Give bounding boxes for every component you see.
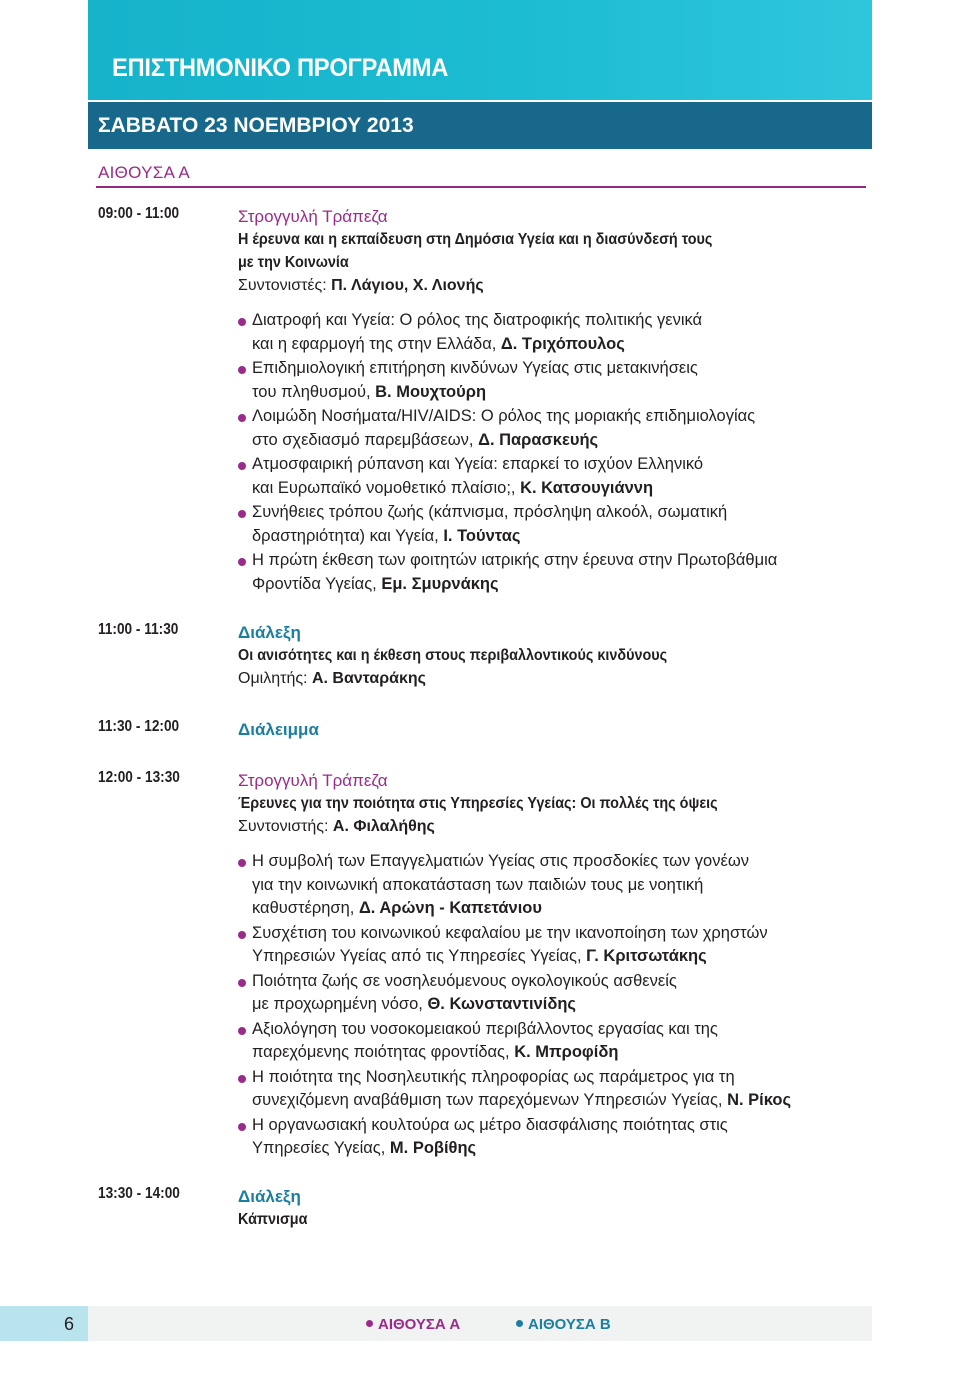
- talk-item: [238, 549, 868, 596]
- session-body: [238, 621, 868, 690]
- talk-speaker: Β. Μουχτούρη: [375, 382, 487, 401]
- talk-item: [238, 501, 868, 548]
- bullet-dot-icon: [238, 859, 246, 867]
- talk-line: Ατμοσφαιρική ρύπανση και Υγεία: επαρκεί το ισχύον Ελληνικό: [252, 455, 704, 473]
- subject-line: Η έρευνα και η εκπαίδευση στη Δημόσια Υγεία και η διασύνδεσή τους: [238, 231, 713, 248]
- talk-line: Συσχέτιση του κοινωνικού κεφαλαίου με την ικανοποίηση των χρηστών: [252, 923, 768, 942]
- page-title: ΕΠΙΣΤΗΜΟΝΙΚΟ ΠΡΟΓΡΑΜΜΑ: [112, 54, 449, 82]
- talk-line: Η πρώτη έκθεση των φοιτητών ιατρικής στην έρευνα στην Πρωτοβάθμια: [252, 551, 778, 569]
- bullet-dot-icon: [238, 1123, 246, 1131]
- talk-line: και Ευρωπαϊκό νομοθετικό πλαίσιο;,: [252, 478, 521, 497]
- people-label: Ομιλητής:: [238, 670, 312, 687]
- session-time: 13:30 - 14:00: [98, 1185, 180, 1202]
- session-body: [238, 718, 868, 741]
- session-speaker: [238, 667, 868, 690]
- talk-line: Ποιότητα ζωής σε νοσηλευόμενους ογκολογικούς ασθενείς: [252, 971, 677, 990]
- bullet-dot-icon: [238, 366, 246, 374]
- subject-line: Οι ανισότητες και η έκθεση στους περιβαλλοντικούς κινδύνους: [238, 647, 668, 664]
- talk-item: [238, 922, 868, 969]
- talk-line: συνεχιζόμενη αναβάθμιση των παρεχόμενων Υπηρεσιών Υγείας,: [252, 1091, 728, 1109]
- talk-line: παρεχόμενης ποιότητας φροντίδας,: [252, 1043, 515, 1061]
- talk-speaker: Κ. Μπροφίδη: [514, 1043, 619, 1061]
- session-moderators: [238, 274, 868, 297]
- talk-line: δραστηριότητα) και Υγεία,: [252, 526, 444, 545]
- talk-line: Συνήθειες τρόπου ζωής (κάπνισμα, πρόσληψη αλκοόλ, σωματική: [252, 503, 728, 521]
- legend-dot-icon: [516, 1320, 523, 1327]
- talk-speaker: Δ. Τριχόπουλος: [500, 334, 625, 353]
- talk-line: με προχωρημένη νόσο,: [252, 995, 428, 1013]
- page-number-box: [0, 1306, 88, 1341]
- session-body: [238, 205, 868, 597]
- talk-line: Η οργανωσιακή κουλτούρα ως μέτρο διασφάλισης ποιότητας στις: [252, 1115, 728, 1134]
- session-time: 09:00 - 11:00: [98, 205, 180, 222]
- bullet-dot-icon: [238, 558, 246, 566]
- subject-line: Έρευνες για την ποιότητα στις Υπηρεσίες Υγείας: Οι πολλές της όψεις: [238, 795, 718, 812]
- room-heading: ΑΙΘΟΥΣΑ Α: [98, 163, 191, 182]
- page-footer: [0, 1306, 872, 1341]
- talk-speaker: Δ. Αρώνη - Καπετάνιου: [358, 899, 542, 917]
- talk-speaker: Ν. Ρίκος: [727, 1091, 792, 1109]
- talk-line: για την κοινωνική αποκατάσταση των παιδιών τους με νοητική: [252, 875, 704, 894]
- session-subject: [238, 792, 868, 815]
- bullet-dot-icon: [238, 979, 246, 987]
- legend-label: ΑΙΘΟΥΣΑ Β: [528, 1316, 611, 1333]
- talk-speaker: Μ. Ροβίθης: [389, 1139, 477, 1157]
- session-subject: [238, 1208, 868, 1231]
- session-type: Στρογγυλή Τράπεζα: [238, 771, 388, 790]
- talk-item: [238, 453, 868, 500]
- legend-room-a: [366, 1316, 460, 1333]
- session-body: [238, 1185, 868, 1231]
- session-time: 11:30 - 12:00: [98, 718, 180, 735]
- talk-line: καθυστέρηση,: [252, 899, 359, 917]
- title-banner: [88, 0, 872, 100]
- page-number: 6: [64, 1314, 75, 1334]
- session-subject: [238, 228, 868, 274]
- talk-line: και η εφαρμογή της στην Ελλάδα,: [252, 334, 501, 353]
- talk-line: Φροντίδα Υγείας,: [252, 574, 382, 593]
- talk-speaker: Γ. Κριτσωτάκης: [586, 947, 707, 965]
- people-names: Α. Φιλαλήθης: [332, 818, 435, 835]
- talk-list: [238, 850, 868, 1161]
- legend-room-b: [516, 1316, 611, 1333]
- legend-dot-icon: [366, 1320, 373, 1327]
- legend-label: ΑΙΘΟΥΣΑ Α: [378, 1316, 461, 1333]
- talk-line: Η ποιότητα της Νοσηλευτικής πληροφορίας ως παράμετρος για τη: [252, 1067, 735, 1086]
- talk-line: Υπηρεσίες Υγείας,: [252, 1139, 390, 1157]
- session-type: Διάλεξη: [238, 623, 301, 642]
- talk-speaker: Δ. Παρασκευής: [478, 430, 599, 449]
- room-divider: [96, 186, 866, 188]
- talk-list: [238, 309, 868, 596]
- talk-line: στο σχεδιασμό παρεμβάσεων,: [252, 430, 479, 449]
- session-time: 11:00 - 11:30: [98, 621, 179, 638]
- talk-line: Λοιμώδη Νοσήματα/HIV/AIDS: Ο ρόλος της μοριακής επιδημιολογίας: [252, 407, 756, 425]
- bullet-dot-icon: [238, 510, 246, 518]
- talk-line: Διατροφή και Υγεία: Ο ρόλος της διατροφικής πολιτικής γενικά: [252, 311, 703, 329]
- date-heading: ΣΑΒΒΑΤΟ 23 ΝΟΕΜΒΡΙΟΥ 2013: [98, 114, 414, 137]
- talk-item: [238, 405, 868, 452]
- session-type: Στρογγυλή Τράπεζα: [238, 207, 388, 226]
- talk-speaker: Θ. Κωνσταντινίδης: [427, 995, 576, 1013]
- people-names: Π. Λάγιου, Χ. Λιονής: [331, 277, 484, 294]
- session-moderators: [238, 815, 868, 838]
- bullet-dot-icon: [238, 1027, 246, 1035]
- session-subject: [238, 644, 868, 667]
- session-time: 12:00 - 13:30: [98, 769, 180, 786]
- talk-item: [238, 1018, 868, 1065]
- talk-line: Αξιολόγηση του νοσοκομειακού περιβάλλοντος εργασίας και της: [252, 1019, 718, 1038]
- bullet-dot-icon: [238, 318, 246, 326]
- talk-item: [238, 850, 868, 921]
- people-label: Συντονιστές:: [238, 277, 332, 294]
- bullet-dot-icon: [238, 414, 246, 422]
- bullet-dot-icon: [238, 462, 246, 470]
- left-margin: [0, 0, 88, 1376]
- session-type: Διάλεξη: [238, 1187, 301, 1206]
- people-names: Α. Βανταράκης: [311, 670, 426, 687]
- talk-speaker: Εμ. Σμυρνάκης: [381, 574, 499, 593]
- subject-line: με την Κοινωνία: [238, 254, 349, 271]
- talk-speaker: Ι. Τούντας: [443, 526, 521, 545]
- talk-speaker: Κ. Κατσουγιάννη: [520, 478, 654, 497]
- talk-item: [238, 309, 868, 356]
- bullet-dot-icon: [238, 1075, 246, 1083]
- talk-item: [238, 1066, 868, 1113]
- talk-line: Υπηρεσιών Υγείας από τις Υπηρεσίες Υγείας,: [252, 947, 587, 965]
- date-bar: [88, 102, 872, 149]
- talk-line: Η συμβολή των Επαγγελματιών Υγείας στις προσδοκίες των γονέων: [252, 852, 749, 870]
- people-label: Συντονιστής:: [238, 818, 333, 835]
- session-type: Διάλειμμα: [238, 720, 319, 739]
- subject-line: Κάπνισμα: [238, 1211, 308, 1228]
- bullet-dot-icon: [238, 931, 246, 939]
- talk-line: του πληθυσμού,: [252, 382, 376, 401]
- talk-item: [238, 1114, 868, 1161]
- session-body: [238, 769, 868, 1162]
- talk-item: [238, 357, 868, 404]
- talk-item: [238, 970, 868, 1017]
- talk-line: Επιδημιολογική επιτήρηση κινδύνων Υγείας στις μετακινήσεις: [252, 359, 698, 377]
